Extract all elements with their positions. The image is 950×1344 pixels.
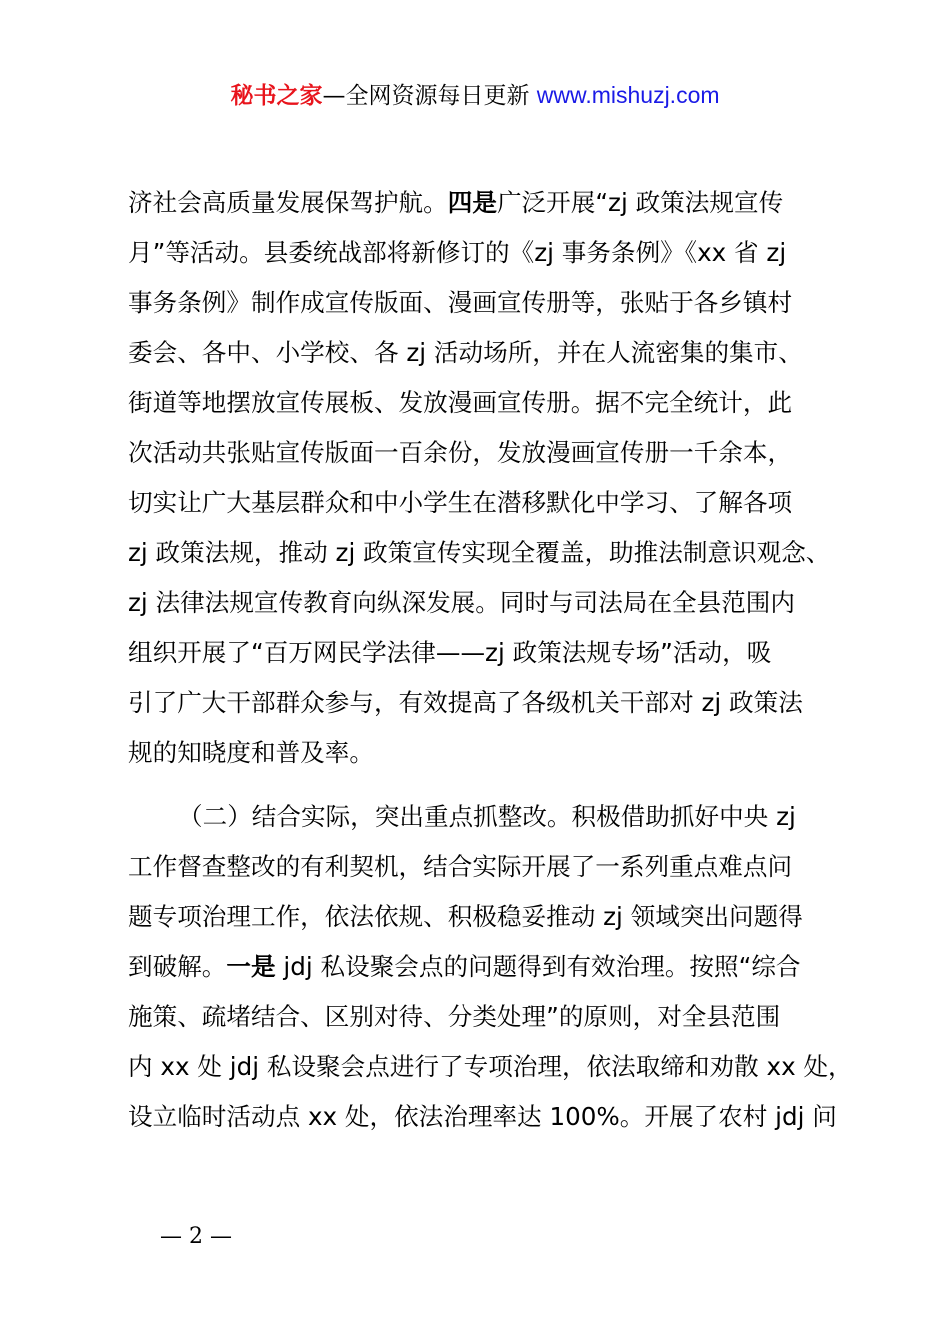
text-line: 题专项治理工作，依法依规、积极稳妥推动 zj 领域突出问题得	[128, 902, 803, 931]
site-url-link[interactable]: www.mishuzj.com	[536, 82, 720, 108]
bold-marker: 四是	[447, 188, 497, 217]
document-body	[128, 178, 853, 1142]
text-line: 事务条例》制作成宣传版面、漫画宣传册等，张贴于各乡镇村	[128, 288, 793, 317]
page-number: — 2 —	[160, 1224, 232, 1249]
text-line: zj 法律法规宣传教育向纵深发展。同时与司法局在全县范围内	[128, 588, 795, 617]
text-line: zj 政策法规，推动 zj 政策宣传实现全覆盖，助推法制意识观念、	[128, 538, 831, 567]
site-header	[0, 78, 950, 113]
text-line: 引了广大干部群众参与，有效提高了各级机关干部对 zj 政策法	[128, 688, 803, 717]
paragraph-1	[128, 178, 840, 778]
text-line: 施策、疏堵结合、区别对待、分类处理”的原则，对全县范围	[128, 1002, 781, 1031]
text-line: 次活动共张贴宣传版面一百余份，发放漫画宣传册一千余本，	[128, 438, 793, 467]
text-line: 月”等活动。县委统战部将新修订的《zj 事务条例》《xx 省 zj	[128, 238, 787, 267]
paragraph-spacer	[128, 778, 840, 792]
text-line: 规的知晓度和普及率。	[128, 738, 374, 767]
text-line: 内 xx 处 jdj 私设聚会点进行了专项治理，依法取缔和劝散 xx 处，	[128, 1052, 853, 1081]
text-line: 到破解。一是 jdj 私设聚会点的问题得到有效治理。按照“综合	[128, 952, 801, 981]
text-line: 切实让广大基层群众和中小学生在潜移默化中学习、了解各项	[128, 488, 793, 517]
text-line: 工作督查整改的有利契机，结合实际开展了一系列重点难点问	[128, 852, 793, 881]
header-slogan: —全网资源每日更新	[322, 83, 537, 109]
text-line: 委会、各中、小学校、各 zj 活动场所，并在人流密集的集市、	[128, 338, 803, 367]
text-line: 济社会高质量发展保驾护航。四是广泛开展“zj 政策法规宣传	[128, 188, 784, 217]
text-line: 组织开展了“百万网民学法律——zj 政策法规专场”活动，吸	[128, 638, 772, 667]
paragraph-2	[128, 792, 853, 1142]
brand-name: 秘书之家	[230, 83, 323, 109]
bold-marker: 一是	[226, 952, 276, 981]
text-line: 设立临时活动点 xx 处，依法治理率达 100%。开展了农村 jdj 问	[128, 1102, 837, 1131]
text-line: （二）结合实际，突出重点抓整改。积极借助抓好中央 zj	[178, 802, 796, 831]
text-line: 街道等地摆放宣传展板、发放漫画宣传册。据不完全统计，此	[128, 388, 793, 417]
